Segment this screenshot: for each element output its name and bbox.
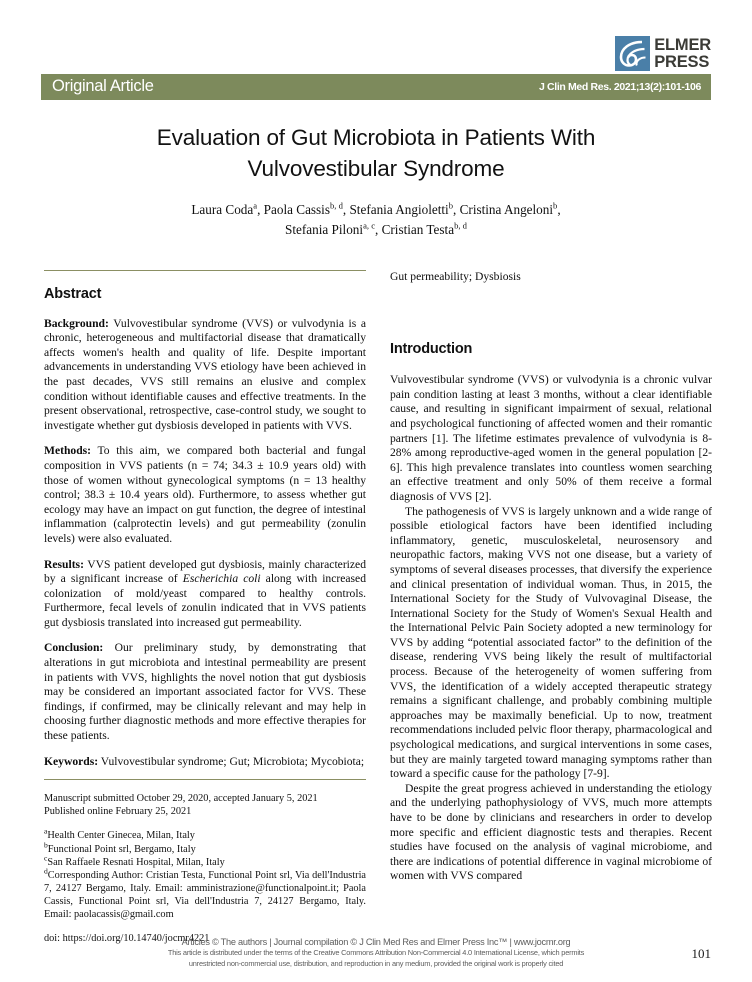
article-type-label: Original Article bbox=[52, 77, 154, 96]
affiliation-a-text: Health Center Ginecea, Milan, Italy bbox=[47, 830, 195, 842]
affiliation-c-marker: c bbox=[44, 853, 48, 863]
footer-copyright: Articles © The authors | Journal compilation © J Clin Med Res and Elmer Press Inc™ | www.jocmr.org bbox=[181, 937, 571, 947]
conclusion-label: Conclusion: bbox=[44, 641, 104, 655]
manuscript-published: Published online February 25, 2021 bbox=[44, 806, 192, 818]
results-species-name: Escherichia coli bbox=[182, 572, 261, 586]
footer-license-line-2: unrestricted non-commercial use, distribution, and reproduction in any medium, provided the original work is properly cited bbox=[188, 958, 564, 968]
page-number: 101 bbox=[691, 946, 711, 961]
affiliation-b-marker: b bbox=[44, 840, 48, 850]
publisher-name bbox=[654, 37, 711, 69]
introduction-paragraph-1: Vulvovestibular syndrome (VVS) or vulvodynia is a chronic vulvar pain condition lasting at least 3 months, without a clear identifiable cause, and resulting in significant impairment of sexual, relational and psychological functioning of affected women and their romantic partners [1]. The lifetime estimates prevalence of vulvodynia is 8-28% among reproductive-aged women in the general population [2-6]. This high prevalence translates into countless women searching an effective treatment and only 50% of them receive a formal diagnosis of VVS [2]. bbox=[390, 373, 712, 503]
affiliation-b-text: Functional Point srl, Bergamo, Italy bbox=[47, 843, 196, 855]
author-list: Laura Coda$^a$, Paola Cassis$^{b, d}$, Stefania Angioletti$^b$, Cristina Angeloni$^b$, Stefania Piloni$^{a, c}$, Cristian Testa$^{b, d}$ bbox=[191, 200, 561, 237]
conclusion-text: Our preliminary study, by demonstrating that alterations in gut microbiota and intestinal permeability are present in patients with VVS, highlights the novel notion that gut dysbiosis may be considered an important associated factor for VVS. These findings, if confirmed, may be clinically relevant and may help in choosing further diagnostic methods and more effective therapies for these patients. bbox=[44, 641, 366, 743]
affiliation-a bbox=[44, 826, 366, 842]
affiliation-b bbox=[44, 840, 366, 856]
article-type-banner bbox=[41, 74, 711, 100]
affiliation-d-marker: d bbox=[44, 866, 48, 876]
right-column bbox=[390, 270, 712, 884]
abstract-top-divider bbox=[44, 270, 366, 271]
publisher-name-line1: ELMER bbox=[654, 36, 711, 55]
corresponding-author bbox=[44, 866, 366, 920]
results-text-b: along with increased colonization of mold/yeast compared to healthy controls. Furthermore, fecal levels of zonulin indicated that in VVS patients gut dysbiosis translated into increased gut permeability. bbox=[44, 572, 366, 629]
affiliation-c-text: San Raffaele Resnati Hospital, Milan, Italy bbox=[47, 856, 225, 868]
abstract-methods bbox=[44, 444, 366, 546]
keywords-continued: Gut permeability; Dysbiosis bbox=[390, 270, 521, 283]
results-text-a: VVS patient developed gut dysbiosis, mainly characterized by a significant increase of bbox=[44, 557, 366, 586]
affiliation-a-marker: a bbox=[44, 826, 48, 836]
affiliation-c bbox=[44, 853, 366, 869]
page-footer bbox=[41, 936, 711, 969]
footnote-block bbox=[44, 792, 366, 945]
abstract-conclusion bbox=[44, 641, 366, 743]
abstract-heading: Abstract bbox=[44, 286, 102, 302]
doi-line[interactable]: doi: https://doi.org/10.14740/jocmr4221 bbox=[44, 933, 210, 945]
keywords-text: Vulvovestibular syndrome; Gut; Microbiota; Mycobiota; bbox=[98, 754, 365, 768]
results-label: Results: bbox=[44, 557, 84, 571]
corresponding-author-text: Corresponding Author: Cristian Testa, Functional Point srl, Via dell'Industria 7, 24127 Bergamo, Italy. Email: amministrazione@functionalpoint.it; Paola Cassis, Functional Point srl, Via dell'Industria 7, 24127 Bergamo, Italy. Email: paolacassis@gmail.com bbox=[44, 869, 366, 920]
methods-label: Methods: bbox=[44, 444, 92, 458]
page-title: Evaluation of Gut Microbiota in Patients With Vulvovestibular Syndrome bbox=[156, 125, 596, 181]
introduction-heading: Introduction bbox=[390, 340, 473, 357]
footnote-divider bbox=[44, 779, 366, 780]
left-column bbox=[44, 270, 366, 945]
abstract-background bbox=[44, 317, 366, 434]
methods-text: To this aim, we compared both bacterial and fungal composition in VVS patients (n = 74; 34.3 ± 10.9 years old) with those of women without gynecological symptoms (n = 13 healthy control; 38.3 ± 10.4 years old). Furthermore, to assess whether gut ecology may have an impact on gut function, the degree of intestinal inflammation (calprotectin levels) and gut permeability (zonulin levels) were also evaluated. bbox=[44, 444, 366, 545]
abstract-keywords bbox=[44, 755, 366, 770]
affiliations bbox=[44, 826, 366, 945]
introduction-paragraph-2: The pathogenesis of VVS is largely unknown and a wide range of possible etiological factors have been identified including inflammatory, genetic, musculoskeletal, neurosensory and neuropathic factors, making VVS not one disease, but a variety of symptoms of several diseases processes, that diversify the experience and clinical presentation of individual woman. Thus, in 2015, the International Society for the Study of Vulvovaginal Disease, the International Society for the Study of Women's Sexual Health and the International Pelvic Pain Society adopted a new terminology for VVS by adding “potential associated factor” to the definition of the disease, rendering VVS being likely the result of multifactorial process. Because of the heterogeneity of women suffering from VVS, the identification of a widely accepted therapeutic strategy remains a significant challenge, and probably combining multiple approaches may be maximally beneficial. Up to now, treatment recommendations included pelvic floor therapy, pharmacological and psychological medications, and surgical interventions in some cases, but they are mainly targeted toward managing symptoms rather than toward a specific cause for the pathology [7-9]. bbox=[390, 504, 712, 781]
manuscript-dates bbox=[44, 792, 366, 818]
footer-license-line-1: This article is distributed under the terms of the Creative Commons Attribution Non-Commercial 4.0 International License, which permits bbox=[167, 948, 585, 957]
elmer-press-wave-icon bbox=[615, 36, 650, 71]
journal-citation: J Clin Med Res. 2021;13(2):101-106 bbox=[538, 80, 701, 93]
background-label: Background: bbox=[44, 316, 109, 330]
publisher-name-line2: PRESS bbox=[654, 52, 710, 71]
background-text: Vulvovestibular syndrome (VVS) or vulvodynia is a chronic, heterogeneous and multifactorial disease that dramatically affects women's health and quality of life. Despite important advancements in understanding VVS etiology have been achieved in the past decades, VVS still remains an elusive and complex condition without identifiable causes and effective treatments. In the present observational, retrospective, case-control study, we sought to investigate whether gut dysbiosis developed in patients with VVS. bbox=[44, 316, 366, 432]
publisher-logo bbox=[615, 36, 711, 71]
manuscript-submitted: Manuscript submitted October 29, 2020, accepted January 5, 2021 bbox=[44, 793, 318, 805]
abstract-results bbox=[44, 558, 366, 631]
keywords-label: Keywords: bbox=[44, 754, 99, 768]
introduction-paragraph-3: Despite the great progress achieved in understanding the etiology and the underlying pathophysiology of VVS, much more attempts have to be done by clinicians and researchers in order to develop more specific and efficient diagnostic tests and therapies. Recent studies have focused on the analysis of vaginal microbiome, and there are indications of potential difference in vaginal microbiome of women with VVS compared bbox=[390, 781, 712, 883]
